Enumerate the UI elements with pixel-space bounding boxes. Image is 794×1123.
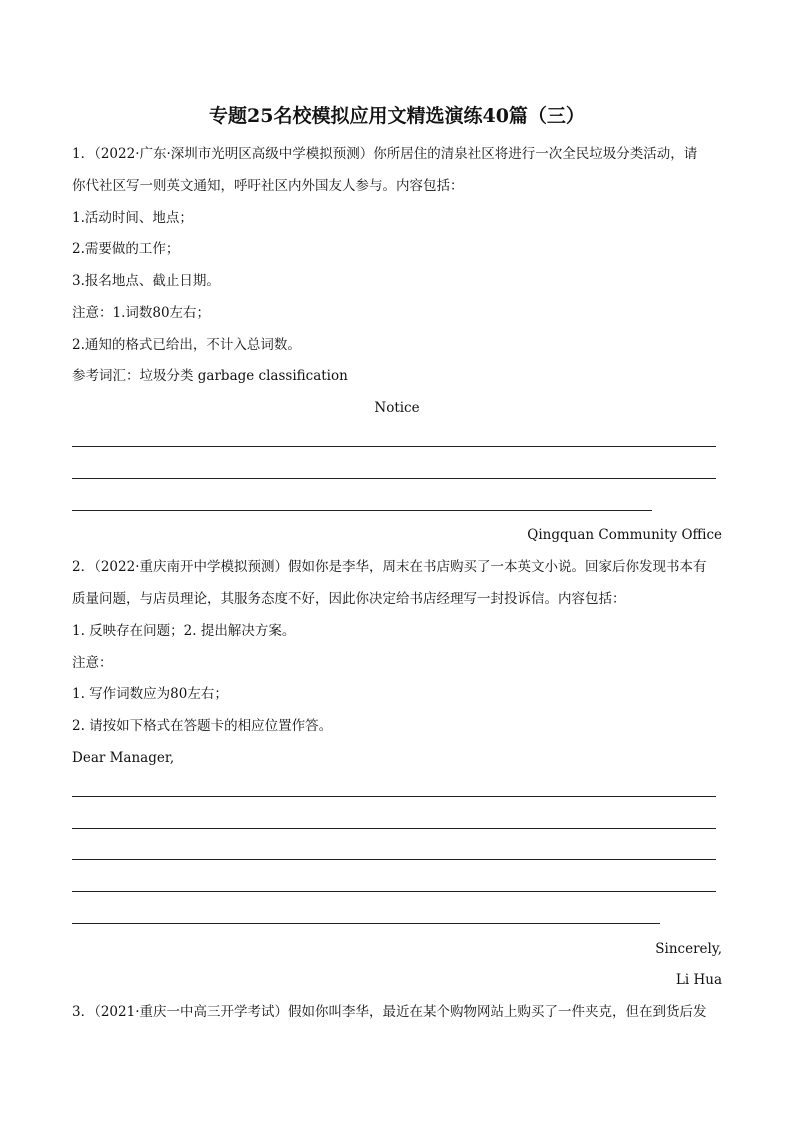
q2-answer-line-5 bbox=[72, 923, 660, 924]
q1-prompt-line-2: 你代社区写一则英文通知，呼吁社区内外国友人参与。内容包括： bbox=[72, 178, 464, 194]
q2-prompt-line-1: 2．（2022·重庆南开中学模拟预测）假如你是李华，周末在书店购买了一本英文小说。回家后你发现书本有 bbox=[72, 559, 707, 575]
q2-requirements: 1. 反映存在问题；2. 提出解决方案。 bbox=[72, 623, 296, 639]
q1-note-1: 注意：1.词数80左右； bbox=[72, 305, 211, 321]
q1-answer-line-2 bbox=[72, 478, 716, 479]
q2-note-label: 注意： bbox=[72, 655, 113, 671]
q1-signature: Qingquan Community Office bbox=[527, 527, 722, 543]
q2-greeting: Dear Manager, bbox=[72, 750, 175, 766]
q1-requirement-2: 2.需要做的工作； bbox=[72, 241, 180, 257]
q2-answer-line-2 bbox=[72, 828, 716, 829]
q2-closing: Sincerely, bbox=[655, 941, 722, 957]
q2-answer-line-1 bbox=[72, 796, 716, 797]
q1-note-2: 2.通知的格式已给出，不计入总词数。 bbox=[72, 337, 301, 353]
q3-prompt-line-1: 3．（2021·重庆一中高三开学考试）假如你叫李华，最近在某个购物网站上购买了一件夹克，但在到货后发 bbox=[72, 1004, 707, 1020]
q2-signature-name: Li Hua bbox=[675, 972, 722, 988]
q2-answer-line-3 bbox=[72, 859, 716, 860]
q1-vocabulary: 参考词汇：垃圾分类 garbage classification bbox=[72, 368, 348, 384]
q2-note-1: 1. 写作词数应为80左右； bbox=[72, 686, 228, 702]
q2-prompt-line-2: 质量问题，与店员理论，其服务态度不好，因此你决定给书店经理写一封投诉信。内容包括： bbox=[72, 591, 626, 607]
q2-answer-line-4 bbox=[72, 891, 716, 892]
q1-prompt-line-1: 1．（2022·广东·深圳市光明区高级中学模拟预测）你所居住的清泉社区将进行一次全民垃圾分类活动，请 bbox=[72, 146, 698, 162]
q1-answer-line-1 bbox=[72, 446, 716, 447]
q2-note-2: 2. 请按如下格式在答题卡的相应位置作答。 bbox=[72, 718, 333, 734]
q1-requirement-1: 1.活动时间、地点； bbox=[72, 210, 193, 226]
q1-notice-heading: Notice bbox=[374, 400, 420, 416]
q1-answer-line-3 bbox=[72, 510, 652, 511]
page-title: 专题25名校模拟应用文精选演练40篇（三） bbox=[209, 105, 585, 127]
q1-requirement-3: 3.报名地点、截止日期。 bbox=[72, 273, 220, 289]
